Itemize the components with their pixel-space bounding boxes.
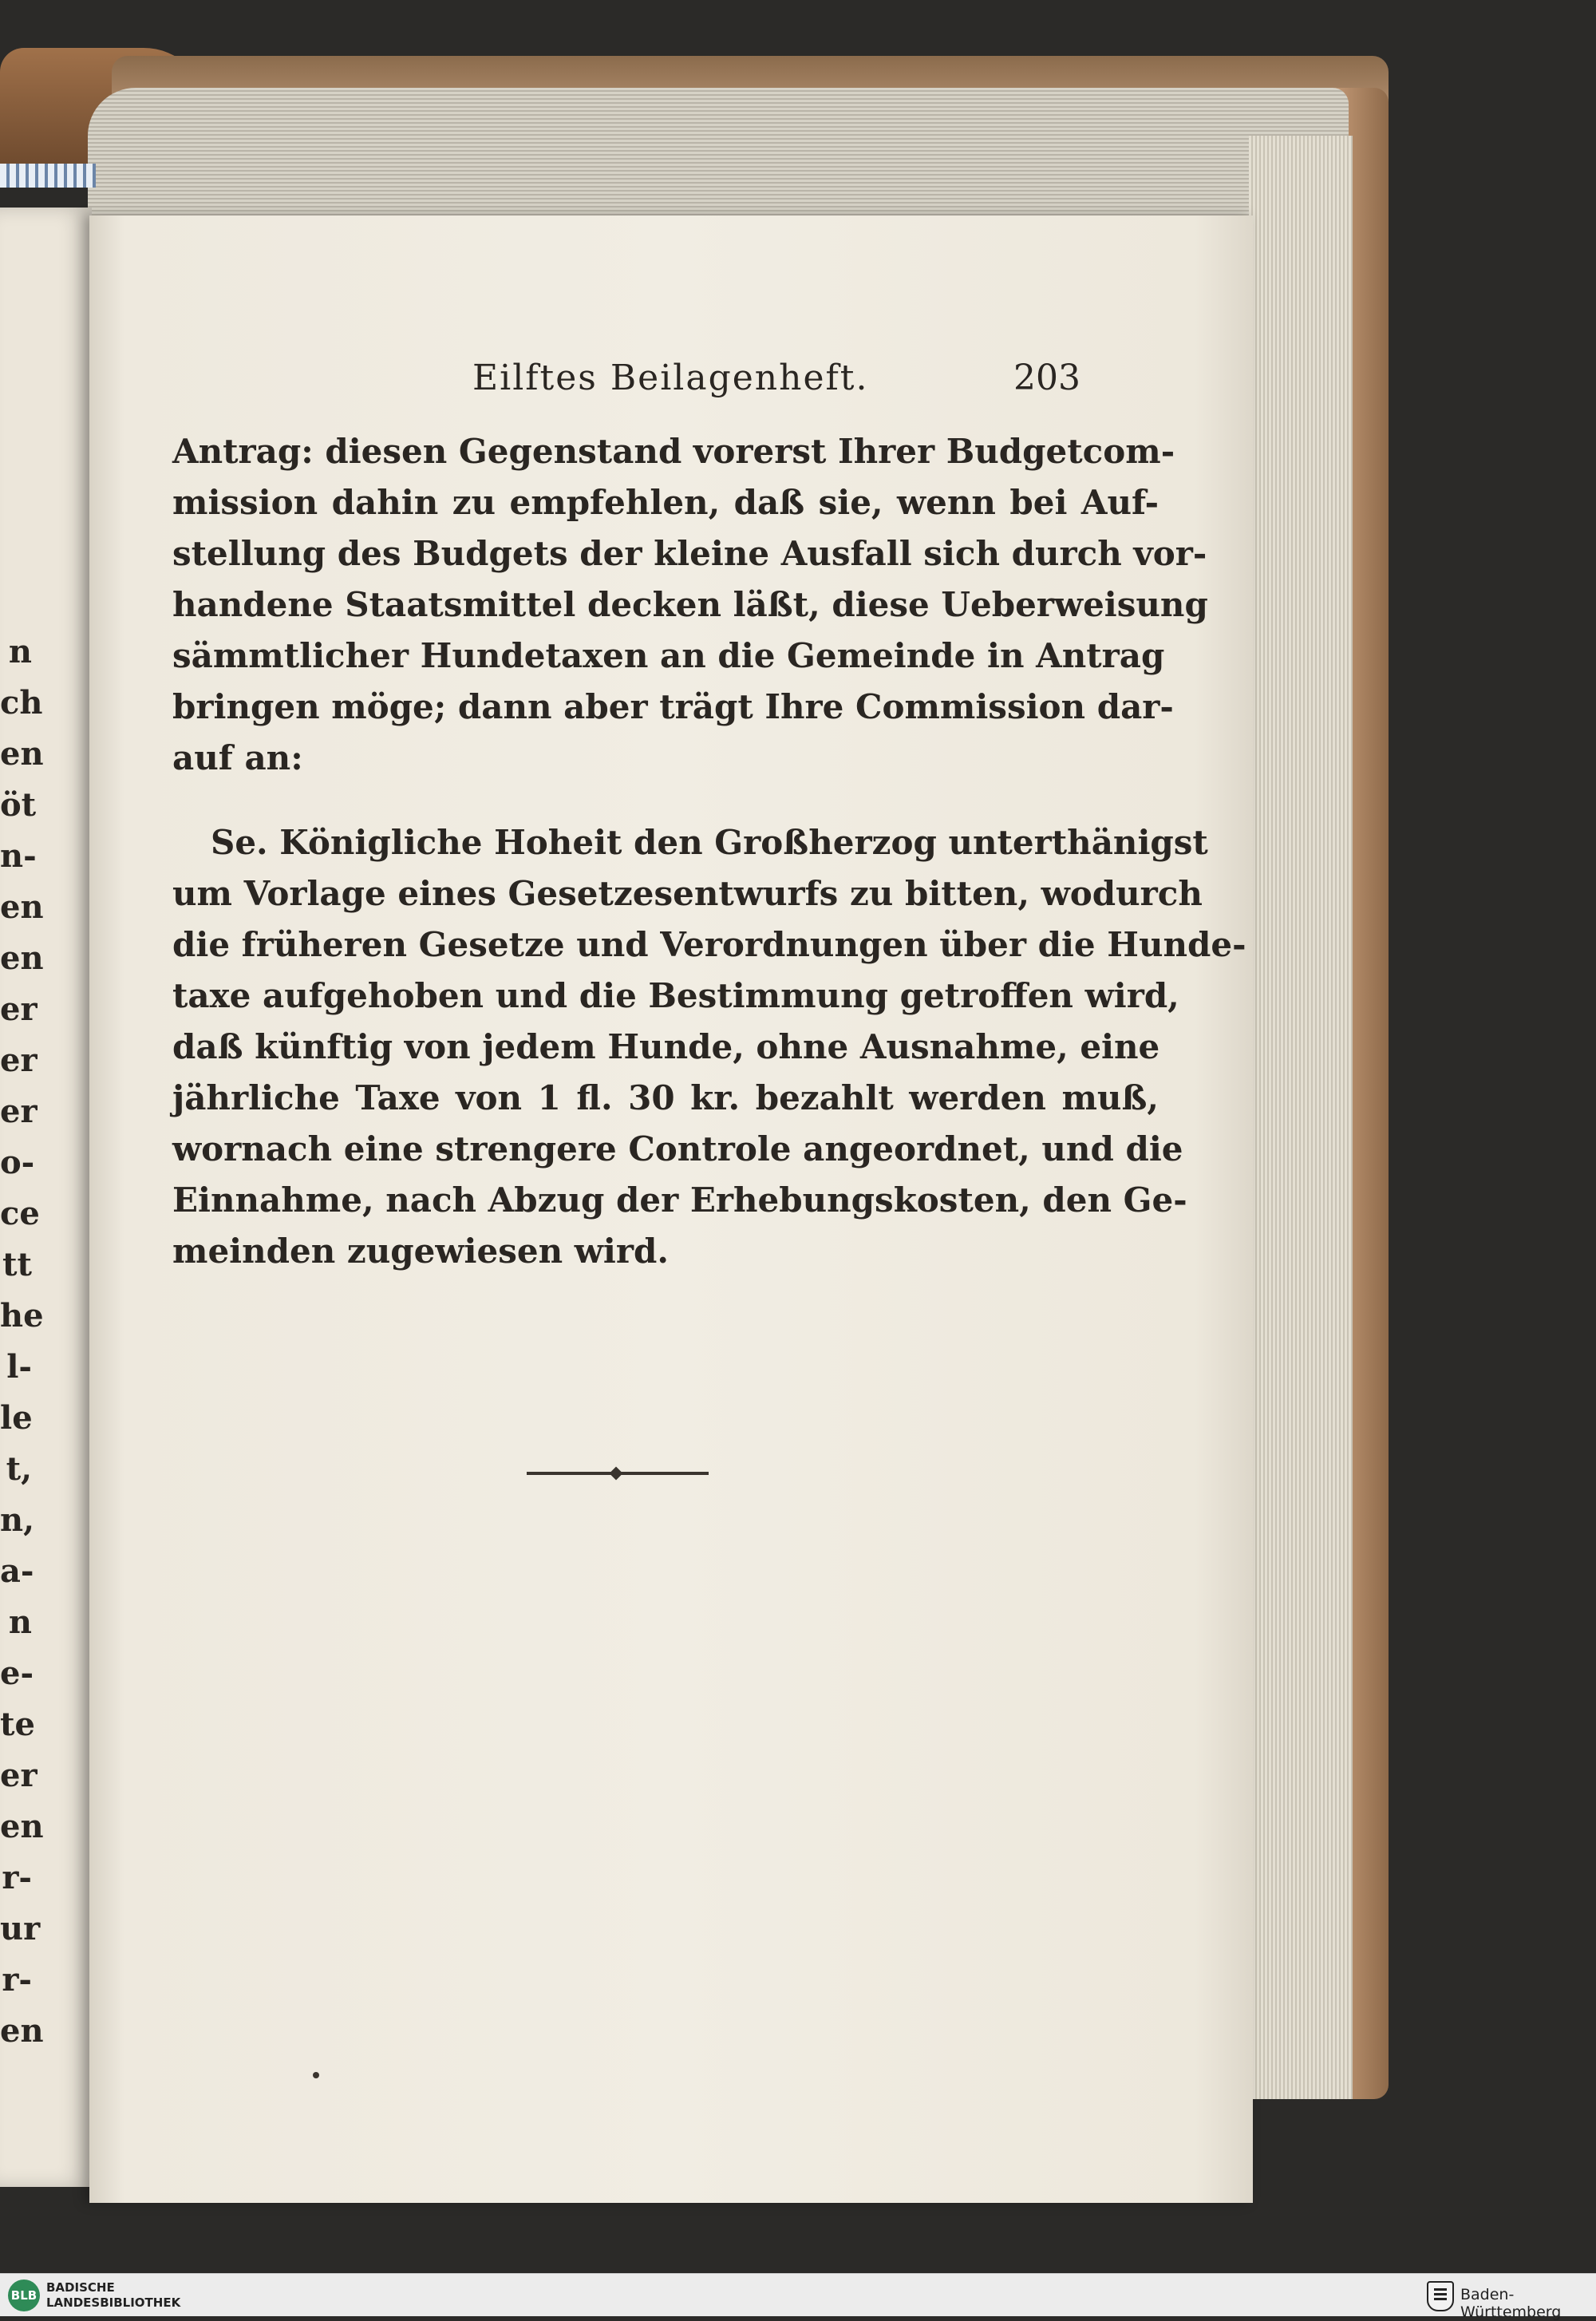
baden-wuerttemberg-emblem-icon[interactable] [1427, 2281, 1454, 2311]
book-page [89, 215, 1253, 2203]
text-line: mission dahin zu empfehlen, daß sie, wenn bei Auf- [172, 483, 1159, 522]
page-top-edges [88, 88, 1349, 231]
left-margin-fragment: er [0, 1757, 38, 1794]
left-margin-fragment: ch [0, 684, 43, 722]
text-line: auf an: [172, 738, 303, 777]
left-margin-fragment: ce [0, 1195, 40, 1232]
left-margin-fragment: r- [2, 1961, 32, 1999]
left-margin-fragment: en [0, 939, 44, 977]
left-margin-fragment: er [0, 990, 38, 1028]
running-head: Eilftes Beilagenheft. [472, 358, 869, 398]
text-line: daß künftig von jedem Hunde, ohne Ausnahme, eine [172, 1027, 1160, 1066]
text-line: bringen möge; dann aber trägt Ihre Commission dar- [172, 687, 1174, 726]
left-margin-fragment: er [0, 1093, 38, 1130]
text-line: die früheren Gesetze und Verordnungen über die Hunde- [172, 925, 1246, 964]
blb-logo-icon[interactable]: BLB [8, 2279, 40, 2311]
text-line: um Vorlage eines Gesetzesentwurfs zu bitten, wodurch [172, 874, 1203, 913]
printer-mark [313, 2072, 319, 2078]
page-body [172, 426, 1246, 1277]
left-margin-fragment: en [0, 888, 44, 926]
library-name-line2: LANDESBIBLIOTHEK [46, 2295, 181, 2310]
page-fore-edge [1249, 136, 1353, 2099]
left-margin-fragment: n [8, 1603, 32, 1641]
text-line: Antrag: diesen Gegenstand vorerst Ihrer Budgetcom- [172, 432, 1175, 471]
text-line: Se. Königliche Hoheit den Großherzog unterthänigst [211, 823, 1208, 862]
left-page-margin-text [0, 627, 44, 2057]
text-line: stellung des Budgets der kleine Ausfall sich durch vor- [172, 534, 1207, 573]
text-line: handene Staatsmittel decken läßt, diese Ueberweisung [172, 585, 1208, 624]
text-line: sämmtlicher Hundetaxen an die Gemeinde in Antrag [172, 636, 1165, 675]
paragraph-2 [172, 817, 1246, 1277]
left-margin-fragment: he [0, 1297, 44, 1334]
left-margin-fragment: r- [2, 1859, 32, 1896]
left-margin-fragment: tt [2, 1246, 32, 1283]
left-margin-fragment: e- [0, 1655, 34, 1692]
left-margin-fragment: en [0, 1808, 44, 1845]
library-name[interactable] [46, 2280, 180, 2311]
left-margin-fragment: öt [0, 786, 37, 824]
left-margin-fragment: en [0, 2012, 44, 2050]
left-margin-fragment: le [0, 1399, 33, 1437]
left-margin-fragment: o- [0, 1144, 35, 1181]
left-margin-fragment: n [8, 633, 32, 670]
page-number: 203 [1013, 358, 1080, 398]
left-page-edge [0, 208, 92, 2187]
left-margin-fragment: te [0, 1706, 35, 1743]
headband [0, 164, 96, 188]
left-margin-fragment: en [0, 735, 44, 773]
left-margin-fragment: er [0, 1042, 38, 1079]
library-name-line1: BADISCHE [46, 2280, 115, 2295]
left-margin-fragment: ur [0, 1910, 41, 1947]
text-line: jährliche Taxe von 1 fl. 30 kr. bezahlt werden muß, [172, 1078, 1159, 1117]
region-label[interactable]: Baden-Württemberg [1460, 2286, 1562, 2321]
text-line: meinden zugewiesen wird. [172, 1232, 669, 1271]
left-margin-fragment: n, [0, 1501, 35, 1539]
left-margin-fragment: a- [0, 1552, 34, 1590]
text-line: Einnahme, nach Abzug der Erhebungskosten, den Ge- [172, 1180, 1187, 1220]
divider-ornament-icon [610, 1467, 623, 1481]
left-margin-fragment: l- [6, 1348, 32, 1386]
text-line: wornach eine strengere Controle angeordnet, und die [172, 1129, 1183, 1168]
paragraph-1 [172, 426, 1208, 784]
left-margin-fragment: n- [0, 837, 37, 875]
viewer-footer [0, 2273, 1596, 2321]
left-margin-fragment: t, [6, 1450, 32, 1488]
text-line: taxe aufgehoben und die Bestimmung getroffen wird, [172, 976, 1179, 1015]
